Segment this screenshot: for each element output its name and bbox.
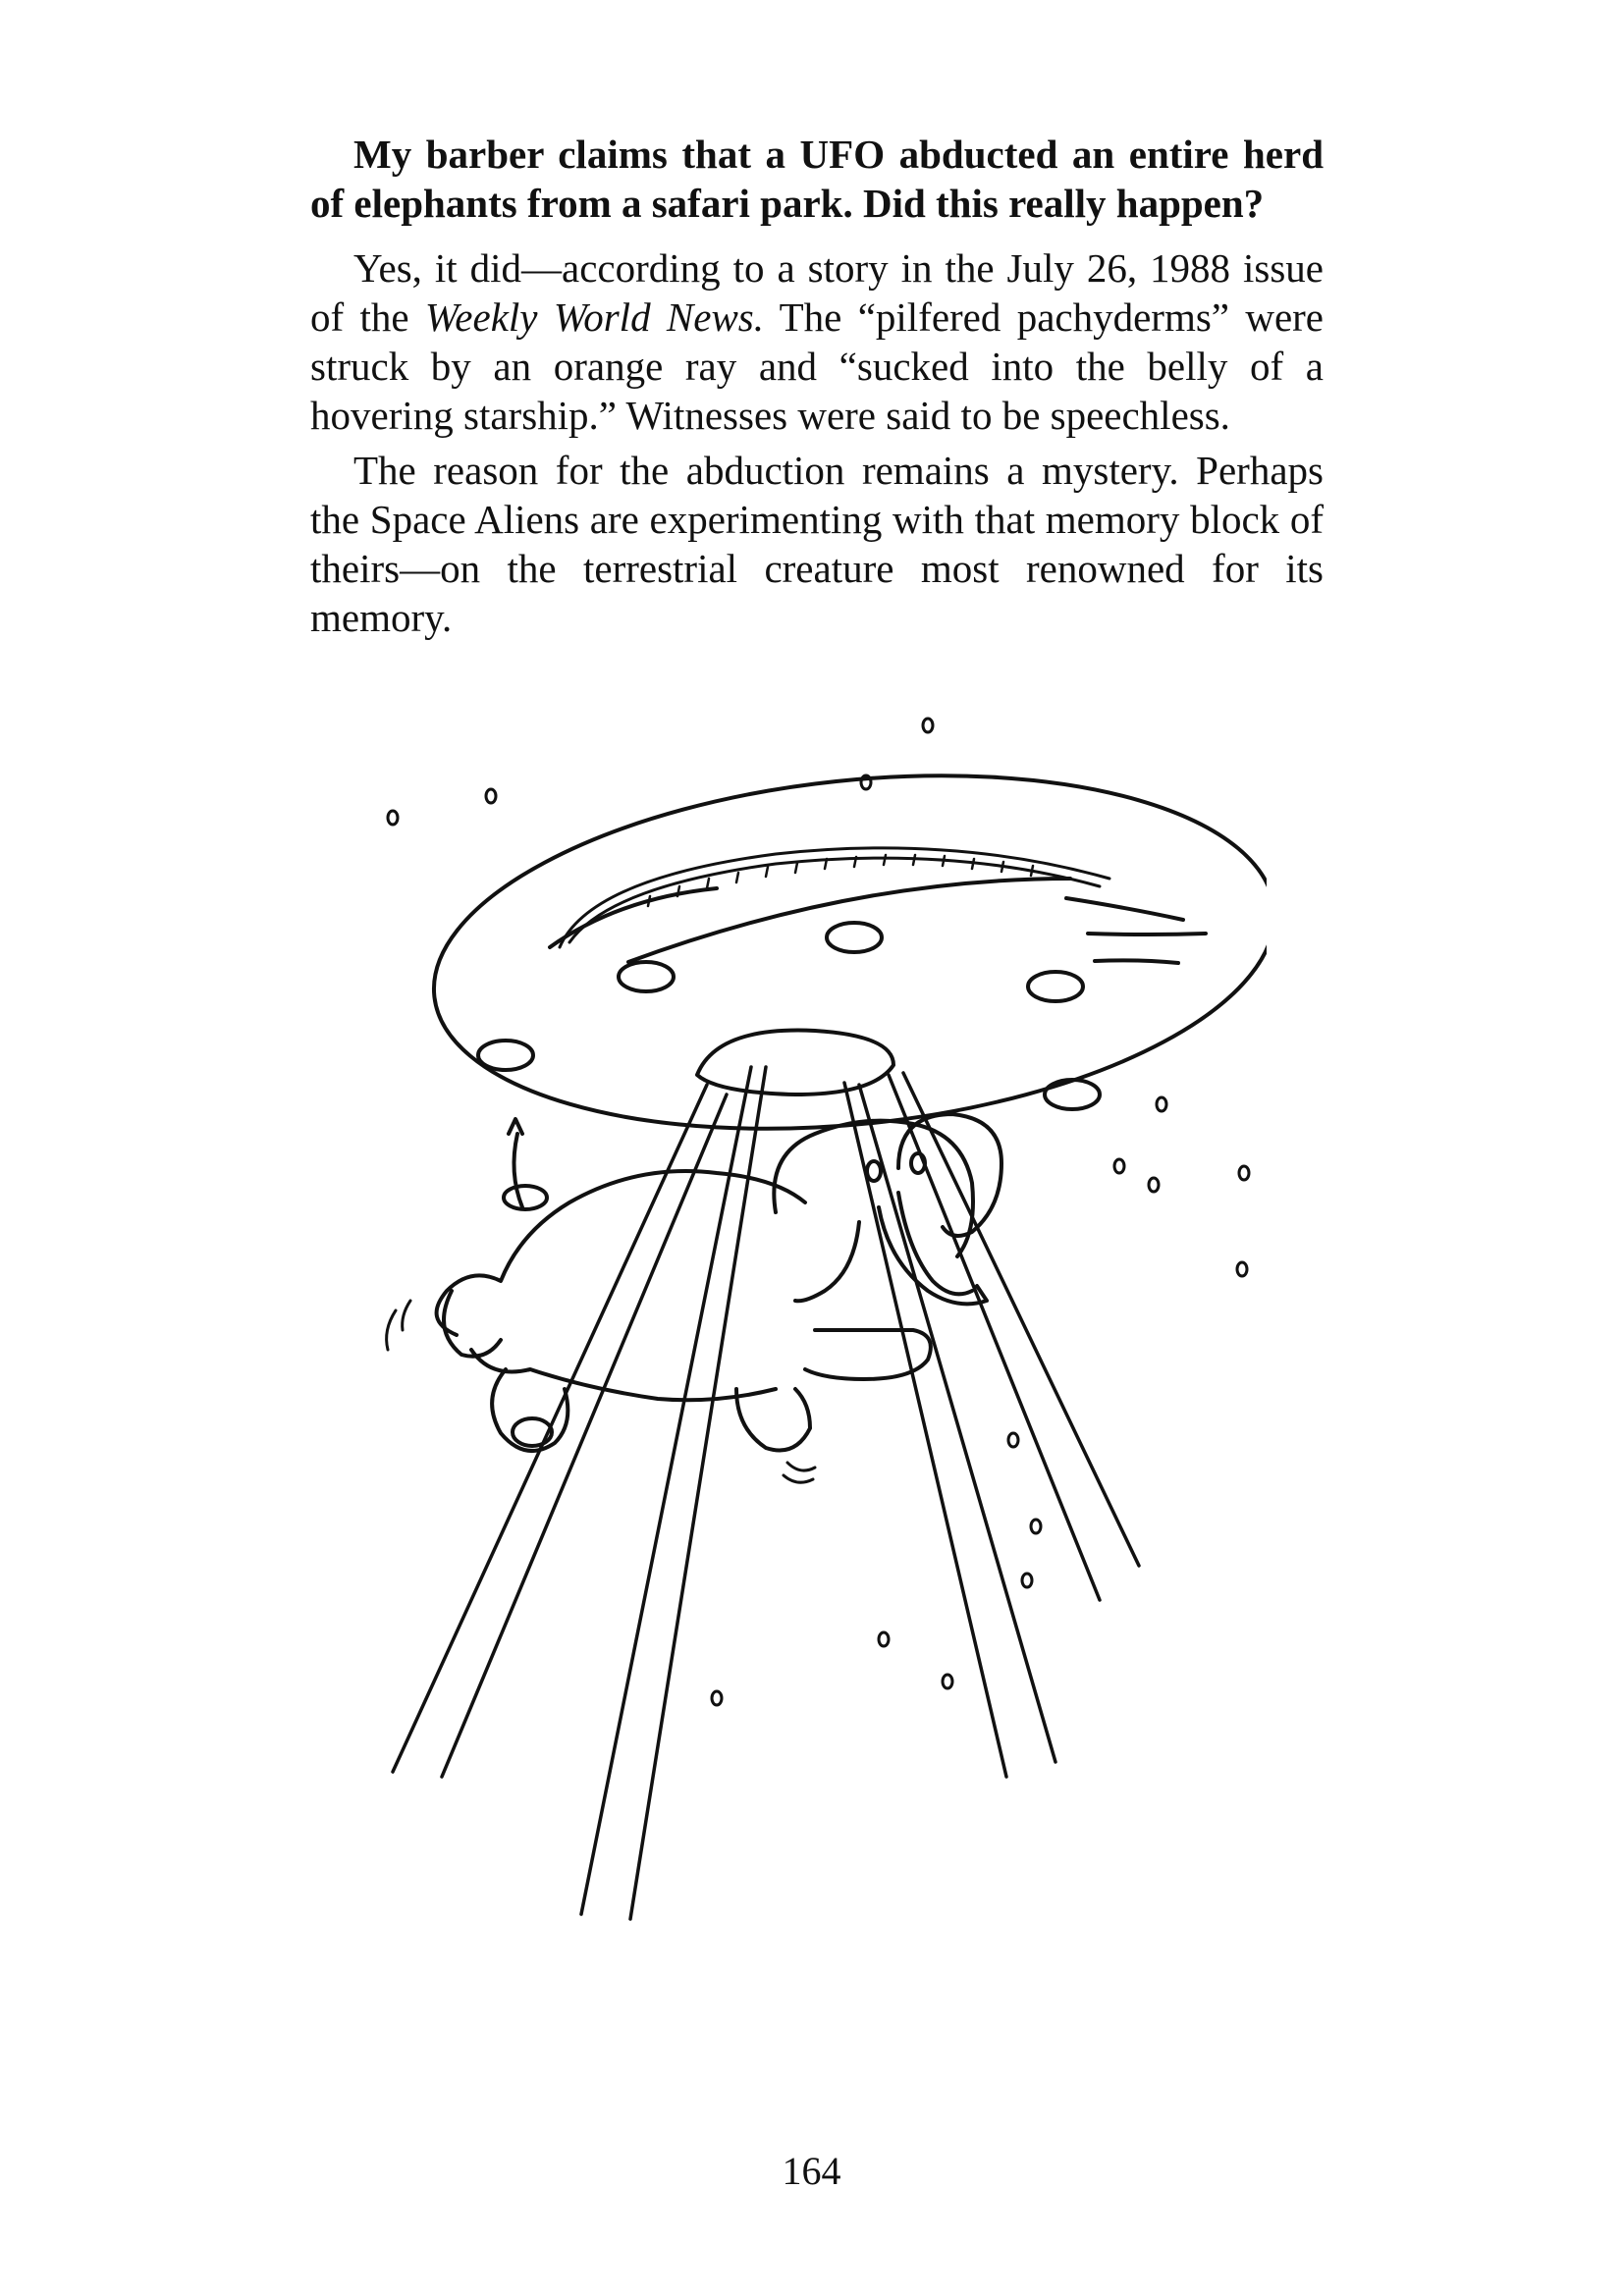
answer-paragraph-2: The reason for the abduction remains a mystery. Perhaps the Space Aliens are experimenting with that memory block of theirs—on the terrestrial creature most renowned for its memory. (310, 448, 1324, 640)
article-text (310, 130, 1324, 642)
publication-title: Weekly World News. (424, 294, 765, 340)
answer-paragraph-1 (310, 243, 1324, 440)
answer-text-a: Yes, it did—according to a story in the July 26, 1988 issue of the (310, 245, 1324, 340)
bubbles (388, 719, 1249, 1705)
question-heading: My barber claims that a UFO abducted an entire herd of elephants from a safari park. Did this really happen? (310, 132, 1324, 226)
page-number: 164 (782, 2149, 841, 2193)
ufo-elephant-illustration (363, 702, 1267, 1939)
answer-text-b: The “pilfered pachyderms” were struck by an orange ray and “sucked into the belly of a hovering starship.” Witnesses were said to be speechless. (310, 294, 1324, 438)
ufo-saucer (416, 737, 1267, 1209)
elephant (387, 1114, 1001, 1482)
